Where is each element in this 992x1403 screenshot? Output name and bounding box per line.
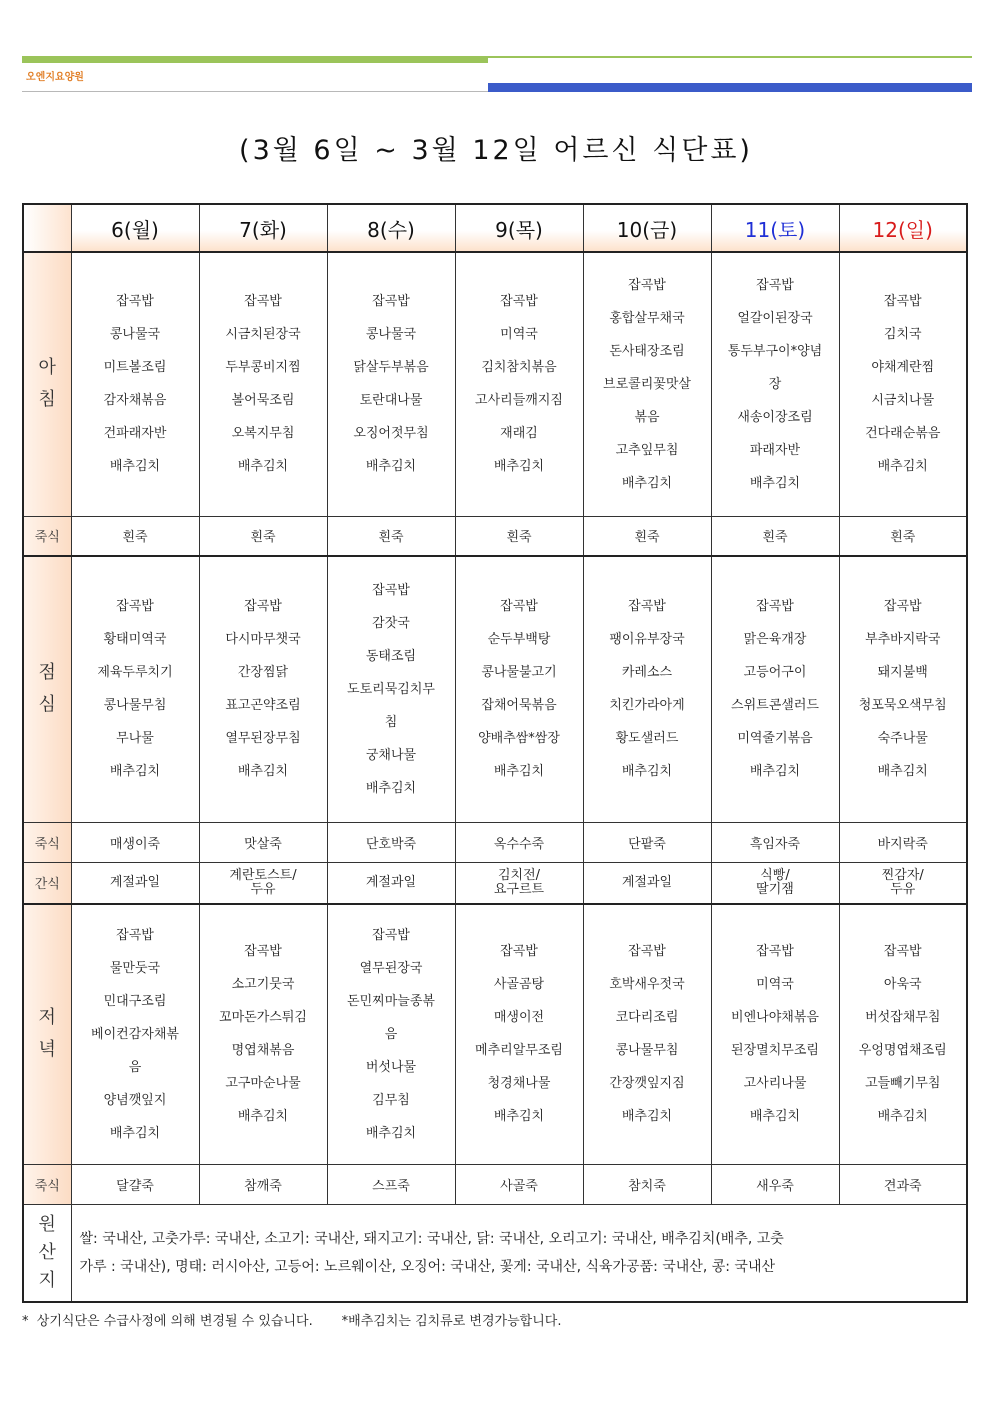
snack-label: 간식 <box>23 862 71 904</box>
porridge-cell: 흰죽 <box>711 516 839 556</box>
lunch-cell <box>71 556 199 822</box>
menu-item: 콩나물국 <box>365 327 417 343</box>
menu-item: 두부콩비지찜 <box>225 360 301 376</box>
menu-item: 배추김치 <box>237 459 289 475</box>
lunch-cell <box>583 556 711 822</box>
menu-item: 배추김치 <box>365 459 417 475</box>
menu-item: 스위트콘샐러드 <box>731 698 819 714</box>
origin-row <box>23 1204 967 1302</box>
menu-item: 배추김치 <box>749 475 801 491</box>
menu-item: 배추김치 <box>621 1109 673 1125</box>
menu-item: 팽이유부장국 <box>609 632 685 648</box>
snack-cell <box>583 862 711 904</box>
org-name: 오엔지요양원 <box>26 72 84 83</box>
porridge-cell: 스프죽 <box>327 1164 455 1204</box>
dinner-label: 저 녁 <box>23 904 71 1164</box>
breakfast-cell <box>455 252 583 516</box>
menu-item: 코다리조림 <box>615 1010 679 1026</box>
menu-item: 재래김 <box>500 426 538 442</box>
menu-item: 버섯나물 <box>365 1059 417 1075</box>
menu-item: 김치참치볶음 <box>481 360 557 376</box>
menu-item: 잡채어묵볶음 <box>481 698 557 714</box>
menu-item: 맑은육개장 <box>743 632 807 648</box>
menu-item: 잡곡밥 <box>372 582 410 598</box>
dinner-cell <box>711 904 839 1164</box>
lunch-label: 점 심 <box>23 556 71 822</box>
menu-item: 잡곡밥 <box>116 599 154 615</box>
menu-item: 배추김치 <box>621 475 673 491</box>
menu-item: 열무된장국 <box>359 960 423 976</box>
menu-item: 배추김치 <box>365 780 417 796</box>
menu-item: 동태조림 <box>365 648 417 664</box>
menu-item: 장 <box>768 376 782 392</box>
menu-item: 김치전/ <box>497 867 541 883</box>
menu-item: 계란토스트/ <box>229 867 297 883</box>
menu-item: 숙주나물 <box>877 731 928 747</box>
origin-label: 원 산 지 <box>23 1204 71 1302</box>
menu-item: 배추김치 <box>493 1109 545 1125</box>
day-header-thu: 9(목) <box>455 204 583 252</box>
menu-item: 잡곡밥 <box>116 294 154 310</box>
lunch-cell <box>455 556 583 822</box>
menu-item: 순두부백탕 <box>487 632 551 648</box>
menu-item: 감자채볶음 <box>103 393 167 409</box>
menu-item: 꼬마돈가스튀김 <box>219 1010 307 1026</box>
breakfast-porridge-row <box>23 516 967 556</box>
lunch-row <box>23 556 967 822</box>
menu-item: 고등어구이 <box>743 665 807 681</box>
snack-cell <box>839 862 967 904</box>
porridge-cell: 참치죽 <box>583 1164 711 1204</box>
menu-item: 간장깻잎지짐 <box>609 1076 685 1092</box>
menu-item: 잡곡밥 <box>883 944 922 960</box>
menu-item: 배추김치 <box>749 1109 801 1125</box>
menu-item: 배추김치 <box>621 764 673 780</box>
breakfast-cell <box>711 252 839 516</box>
porridge-cell: 옥수수죽 <box>455 822 583 862</box>
menu-item: 황도샐러드 <box>615 731 679 747</box>
menu-item: 계절과일 <box>365 874 417 890</box>
menu-item: 새송이장조림 <box>737 409 813 425</box>
menu-item: 사골곰탕 <box>493 977 545 993</box>
menu-item: 미역줄기볶음 <box>737 731 813 747</box>
porridge-cell: 흰죽 <box>583 516 711 556</box>
corner-cell <box>23 204 71 252</box>
page-title: (3월 6일 ~ 3월 12일 어르신 식단표) <box>239 135 753 166</box>
menu-item: 배추김치 <box>877 1109 928 1125</box>
menu-item: 고들빼기무침 <box>865 1076 941 1092</box>
menu-item: 명엽채볶음 <box>231 1043 295 1059</box>
header-green-bar <box>22 56 488 63</box>
menu-item: 비엔나야채볶음 <box>731 1010 819 1026</box>
menu-item: 잡곡밥 <box>116 927 154 943</box>
menu-item: 양념깻잎지 <box>103 1092 167 1108</box>
dinner-porridge-row <box>23 1164 967 1204</box>
menu-item: 고사리들깨지짐 <box>475 393 563 409</box>
menu-item: 청포묵오색무침 <box>858 698 947 714</box>
porridge-cell: 새우죽 <box>711 1164 839 1204</box>
menu-item: 궁채나물 <box>365 747 417 763</box>
menu-item: 잡곡밥 <box>500 599 538 615</box>
menu-item: 찐감자/ <box>881 867 924 883</box>
menu-item: 시금치나물 <box>871 393 935 409</box>
menu-item: 돈민찌마늘종볶 <box>347 993 435 1009</box>
menu-item: 잡곡밥 <box>756 599 794 615</box>
menu-item: 잡곡밥 <box>244 944 282 960</box>
porridge-label: 죽식 <box>23 1164 71 1204</box>
origin-line: 가루 : 국내산), 명태: 러시아산, 고등어: 노르웨이산, 오징어: 국내산, 꽃게: 국내산, 식육가공품: 국내산, 콩: 국내산 <box>79 1258 775 1275</box>
breakfast-cell <box>199 252 327 516</box>
dinner-cell <box>199 904 327 1164</box>
lunch-porridge-row <box>23 822 967 862</box>
dinner-cell <box>455 904 583 1164</box>
menu-item: 콩나물국 <box>109 327 161 343</box>
menu-item: 배추김치 <box>109 764 161 780</box>
porridge-cell: 흰죽 <box>71 516 199 556</box>
menu-item: 건다래순볶음 <box>865 426 941 442</box>
menu-item: 잡곡밥 <box>756 277 794 293</box>
menu-item: 요구르트 <box>493 881 545 897</box>
snack-row <box>23 862 967 904</box>
menu-item: 민대구조림 <box>103 993 167 1009</box>
menu-item: 김무침 <box>372 1092 410 1108</box>
menu-item: 배추김치 <box>877 459 928 475</box>
menu-item: 다시마무챗국 <box>225 632 301 648</box>
header-gray-rule <box>22 91 488 92</box>
menu-item: 메추리알무조림 <box>475 1043 563 1059</box>
menu-item: 두유 <box>250 881 276 897</box>
day-header-sat: 11(토) <box>711 204 839 252</box>
day-header-sun: 12(일) <box>839 204 967 252</box>
menu-item: 배추김치 <box>877 764 928 780</box>
menu-item: 침 <box>384 714 398 730</box>
snack-cell <box>455 862 583 904</box>
menu-item: 치킨가라아게 <box>609 698 685 714</box>
breakfast-row <box>23 252 967 516</box>
menu-item: 고사리나물 <box>743 1076 807 1092</box>
menu-item: 김치국 <box>883 327 922 343</box>
porridge-cell: 흰죽 <box>455 516 583 556</box>
menu-item: 잡곡밥 <box>883 294 922 310</box>
menu-item: 두유 <box>890 881 916 897</box>
menu-item: 오복지무침 <box>231 426 295 442</box>
menu-item: 황태미역국 <box>103 632 167 648</box>
menu-item: 표고곤약조림 <box>225 698 301 714</box>
menu-item: 배추김치 <box>237 1109 289 1125</box>
menu-item: 열무된장무침 <box>225 731 301 747</box>
menu-item: 계절과일 <box>109 874 161 890</box>
menu-item: 간장찜닭 <box>237 665 289 681</box>
porridge-cell: 견과죽 <box>839 1164 967 1204</box>
porridge-cell: 흑임자죽 <box>711 822 839 862</box>
menu-item: 물만둣국 <box>109 960 161 976</box>
porridge-cell: 참깨죽 <box>199 1164 327 1204</box>
menu-item: 음 <box>384 1026 398 1042</box>
day-header-mon: 6(월) <box>71 204 199 252</box>
menu-item: 콩나물불고기 <box>481 665 557 681</box>
footnote: * 상기식단은 수급사정에 의해 변경될 수 있습니다. *배추김치는 김치류로 변경가능합니다. <box>22 1314 562 1329</box>
menu-item: 도토리묵김치무 <box>347 681 435 697</box>
breakfast-label: 아 침 <box>23 252 71 516</box>
menu-item: 얼갈이된장국 <box>737 310 813 326</box>
dinner-cell <box>839 904 967 1164</box>
origin-line: 쌀: 국내산, 고춧가루: 국내산, 소고기: 국내산, 돼지고기: 국내산, 닭: 국내산, 오리고기: 국내산, 배추김치(배추, 고춧 <box>79 1230 784 1247</box>
porridge-label: 죽식 <box>23 822 71 862</box>
menu-item: 제육두루치기 <box>97 665 173 681</box>
menu-item: 고추잎무침 <box>615 442 679 458</box>
menu-item: 버섯잡채무침 <box>865 1010 941 1026</box>
menu-item: 잡곡밥 <box>500 294 538 310</box>
day-header-row <box>23 204 967 252</box>
menu-item: 볼어묵조림 <box>231 393 295 409</box>
dinner-cell <box>327 904 455 1164</box>
lunch-cell <box>711 556 839 822</box>
menu-item: 음 <box>128 1059 142 1075</box>
porridge-cell: 맛살죽 <box>199 822 327 862</box>
menu-item: 양배추쌈*쌈장 <box>478 731 560 747</box>
menu-item: 배추김치 <box>109 1125 161 1141</box>
porridge-cell: 흰죽 <box>839 516 967 556</box>
menu-item: 부추바지락국 <box>865 632 941 648</box>
breakfast-cell <box>583 252 711 516</box>
day-header-wed: 8(수) <box>327 204 455 252</box>
menu-item: 소고기뭇국 <box>231 977 295 993</box>
day-header-fri: 10(금) <box>583 204 711 252</box>
menu-item: 미역국 <box>500 327 538 343</box>
menu-item: 된장멸치무조림 <box>731 1043 819 1059</box>
snack-cell <box>327 862 455 904</box>
menu-item: 잡곡밥 <box>500 944 538 960</box>
lunch-cell <box>327 556 455 822</box>
menu-item: 아욱국 <box>883 977 922 993</box>
menu-item: 돈사태장조림 <box>609 343 685 359</box>
menu-item: 우엉명엽채조림 <box>858 1043 947 1059</box>
menu-item: 돼지불백 <box>877 665 928 681</box>
menu-item: 매생이전 <box>493 1010 545 1026</box>
menu-item: 오징어젓무침 <box>353 426 429 442</box>
porridge-cell: 단팥죽 <box>583 822 711 862</box>
menu-item: 배추김치 <box>749 764 801 780</box>
menu-item: 콩나물무침 <box>615 1043 679 1059</box>
breakfast-cell <box>327 252 455 516</box>
lunch-cell <box>199 556 327 822</box>
menu-item: 배추김치 <box>493 764 545 780</box>
menu-item: 시금치된장국 <box>225 327 301 343</box>
porridge-cell: 바지락죽 <box>839 822 967 862</box>
menu-item: 잡곡밥 <box>628 944 666 960</box>
origin-text <box>71 1204 967 1302</box>
menu-item: 배추김치 <box>493 459 545 475</box>
dinner-row <box>23 904 967 1164</box>
menu-table <box>22 203 968 1303</box>
menu-item: 베이컨감자채볶 <box>91 1026 179 1042</box>
porridge-cell: 달걀죽 <box>71 1164 199 1204</box>
snack-cell <box>71 862 199 904</box>
porridge-label: 죽식 <box>23 516 71 556</box>
breakfast-cell <box>839 252 967 516</box>
menu-item: 볶음 <box>634 409 660 425</box>
menu-item: 파래자반 <box>749 442 801 458</box>
menu-item: 브로콜리꽃맛살 <box>603 376 691 392</box>
porridge-cell: 매생이죽 <box>71 822 199 862</box>
porridge-cell: 사골죽 <box>455 1164 583 1204</box>
dinner-cell <box>583 904 711 1164</box>
menu-item: 배추김치 <box>237 764 289 780</box>
menu-item: 잡곡밥 <box>756 944 794 960</box>
snack-cell <box>711 862 839 904</box>
menu-item: 야채계란찜 <box>871 360 935 376</box>
menu-item: 닭살두부볶음 <box>353 360 429 376</box>
header-blue-bar <box>488 83 972 92</box>
porridge-cell: 흰죽 <box>327 516 455 556</box>
menu-item: 잡곡밥 <box>372 927 410 943</box>
menu-item: 미트볼조림 <box>103 360 167 376</box>
menu-item: 잡곡밥 <box>372 294 410 310</box>
menu-item: 잡곡밥 <box>244 294 282 310</box>
menu-item: 콩나물무침 <box>103 698 167 714</box>
menu-item: 잡곡밥 <box>883 599 922 615</box>
menu-item: 고구마순나물 <box>225 1076 301 1092</box>
menu-item: 토란대나물 <box>359 393 423 409</box>
porridge-cell: 단호박죽 <box>327 822 455 862</box>
menu-item: 미역국 <box>756 977 794 993</box>
breakfast-cell <box>71 252 199 516</box>
menu-item: 잡곡밥 <box>628 599 666 615</box>
dinner-cell <box>71 904 199 1164</box>
day-header-tue: 7(화) <box>199 204 327 252</box>
menu-item: 호박새우젓국 <box>609 977 685 993</box>
menu-item: 무나물 <box>116 731 154 747</box>
menu-item: 통두부구이*양념 <box>727 343 823 359</box>
menu-item: 청경채나물 <box>487 1076 551 1092</box>
menu-item: 식빵/ <box>760 867 790 883</box>
snack-cell <box>199 862 327 904</box>
menu-item: 배추김치 <box>109 459 161 475</box>
porridge-cell: 흰죽 <box>199 516 327 556</box>
menu-item: 잡곡밥 <box>628 277 666 293</box>
menu-item: 딸기잼 <box>756 881 794 897</box>
menu-item: 잡곡밥 <box>244 599 282 615</box>
menu-item: 감잣국 <box>372 615 410 631</box>
menu-item: 배추김치 <box>365 1125 417 1141</box>
menu-item: 카레소스 <box>621 665 673 681</box>
menu-item: 계절과일 <box>621 874 673 890</box>
menu-item: 건파래자반 <box>103 426 167 442</box>
menu-item: 홍합살무채국 <box>609 310 685 326</box>
lunch-cell <box>839 556 967 822</box>
